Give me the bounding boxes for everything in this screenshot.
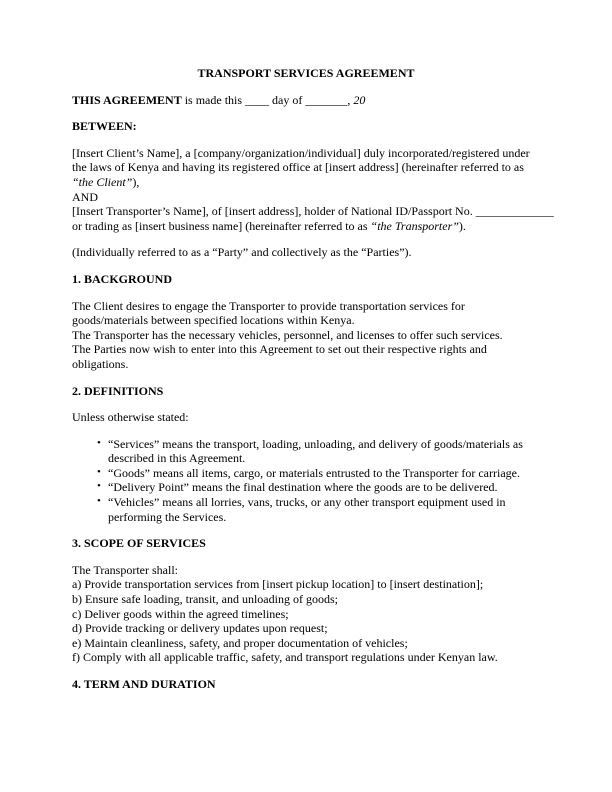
text-line [72,621,540,636]
text-run: 2. DEFINITIONS [72,383,164,398]
definitions-intro [72,410,540,425]
text-line [108,495,540,510]
parties-collective-clause [72,245,540,260]
scope-paragraph [72,563,540,665]
text-line [72,328,540,343]
text-run: ). [458,218,466,233]
text-line [72,384,540,399]
text-line [72,66,540,81]
text-run: The Parties now wish to enter into this Agreement to set out their respective rights and [72,342,487,357]
bullet-icon: • [97,436,101,449]
text-run: c) Deliver goods within the agreed timelines; [72,606,289,621]
text-run: obligations. [72,356,129,371]
text-line [108,480,540,495]
bullet-item [72,480,540,495]
text-run: 4. TERM AND DURATION [72,677,216,691]
text-line [72,650,540,665]
text-line [72,146,540,161]
text-run: 1. BACKGROUND [72,271,173,286]
text-line [108,437,540,452]
text-run: [Insert Transporter’s Name], of [insert address], holder of National ID/Passport No. _____________ [72,204,554,219]
doc-title [72,66,540,81]
bullet-icon: • [97,495,101,508]
definitions-bullets [72,437,540,525]
text-run: “the Transporter” [370,218,459,233]
text-line [72,636,540,651]
text-run: or trading as [insert business name] (hereinafter referred to as [72,218,371,233]
bullet-item [72,495,540,524]
text-line [72,536,540,551]
text-run: e) Maintain cleanliness, safety, and proper documentation of vehicles; [72,635,408,650]
heading-background [72,272,540,287]
text-run: d) Provide tracking or delivery updates upon request; [72,621,328,636]
text-line [72,272,540,287]
text-line [72,592,540,607]
text-line [72,357,540,372]
text-run: f) Comply with all applicable traffic, safety, and transport regulations under Kenyan law. [72,650,498,665]
text-line [72,607,540,622]
parties-paragraph [72,145,554,234]
text-line [72,410,540,425]
text-run: “Vehicles” means all lorries, vans, trucks, or any other transport equipment used in [108,495,506,510]
text-run: a) Provide transportation services from [insert pickup location] to [insert destination]; [72,577,484,592]
heading-scope-of-services [72,536,540,551]
text-run: “Delivery Point” means the final destination where the goods are to be delivered. [108,480,498,495]
text-line [72,245,540,260]
bullet-icon: • [97,480,101,493]
text-line [108,466,540,481]
text-run: TRANSPORT SERVICES AGREEMENT [197,66,415,80]
text-run: BETWEEN: [72,119,137,134]
text-line [108,510,540,525]
text-line [72,160,540,175]
text-line [72,190,540,205]
text-line [72,342,540,357]
background-paragraph [72,299,540,372]
text-line [72,563,540,578]
text-line [108,451,540,466]
text-line [72,219,540,234]
text-run: [Insert Client’s Name], a [company/organization/individual] duly incorporated/registered under [72,145,530,160]
text-run: performing the Services. [108,509,227,524]
text-run: “the Client” [72,174,133,189]
text-run: goods/materials between specified locations within Kenya. [72,313,355,328]
text-run: 20 [353,92,366,107]
text-line [72,577,540,592]
bullet-icon: • [97,465,101,478]
text-run: ), [132,174,140,189]
agreement-date-line [72,93,540,108]
text-line [72,175,540,190]
text-line [72,677,540,692]
text-line [72,93,540,108]
text-run: AND [72,189,98,204]
text-run: “Services” means the transport, loading, unloading, and delivery of goods/materials as [108,436,523,451]
text-line [72,313,540,328]
text-run: “Goods” means all items, cargo, or materials entrusted to the Transporter for carriage. [108,465,520,480]
text-run: THIS AGREEMENT [72,92,182,107]
text-line [72,299,540,314]
text-run: The Client desires to engage the Transporter to provide transportation services for [72,298,465,313]
text-run: b) Ensure safe loading, transit, and unloading of goods; [72,592,338,607]
text-run: described in this Agreement. [108,451,246,466]
text-run: (Individually referred to as a “Party” and collectively as the “Parties”). [72,245,412,260]
text-run: 3. SCOPE OF SERVICES [72,536,206,551]
text-run: the laws of Kenya and having its registered office at [insert address] (hereinafter referred to as [72,160,524,175]
text-run: The Transporter has the necessary vehicles, personnel, and licenses to offer such services. [72,327,503,342]
heading-term-and-duration [72,677,540,692]
text-line [72,119,540,134]
bullet-item [72,466,540,481]
bullet-item [72,437,540,466]
text-run: The Transporter shall: [72,562,178,577]
heading-definitions [72,384,540,399]
between-heading [72,119,540,134]
text-line [72,204,554,219]
text-run: is made this ____ day of _______, [181,92,354,107]
text-run: Unless otherwise stated: [72,410,189,425]
